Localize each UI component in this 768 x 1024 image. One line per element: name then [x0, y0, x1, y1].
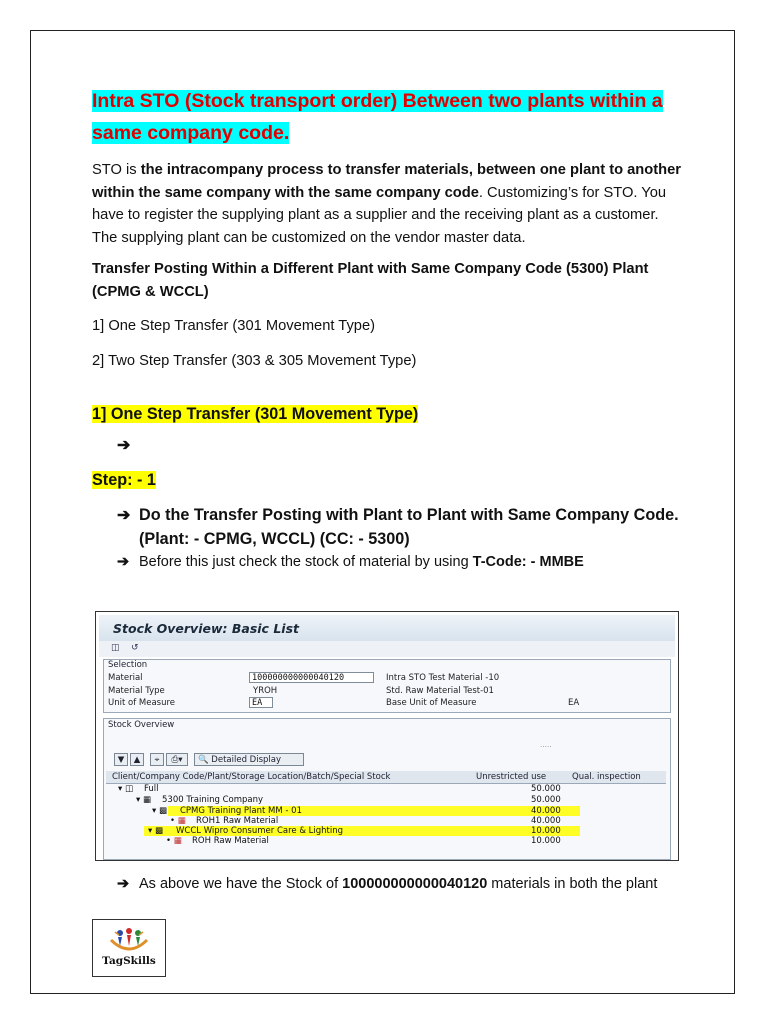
column-header-hierarchy: Client/Company Code/Plant/Storage Location/Batch/Special Stock — [112, 772, 391, 782]
bullet-stock-material: 100000000000040120 — [342, 876, 488, 892]
expand-icon[interactable]: ▼ — [114, 753, 128, 766]
material-type-label: Material Type — [108, 686, 165, 696]
intro-prefix: STO is — [92, 162, 141, 178]
row-unrestricted: 40.000 — [531, 806, 561, 816]
material-label: Material — [108, 673, 143, 683]
row-label: Full — [144, 784, 159, 794]
stock-overview-title: Stock Overview — [108, 720, 175, 730]
step-label-block — [92, 468, 682, 493]
material-type-value: YROH — [253, 686, 278, 696]
bullet-transfer-posting — [92, 503, 682, 551]
bullet-stock-suffix: materials in both the plant — [487, 876, 658, 892]
arrow-bullet-icon: ➔ — [117, 554, 130, 570]
row-unrestricted: 50.000 — [531, 795, 561, 805]
storage-location-icon: • ▦ — [170, 816, 186, 826]
step-label: Step: - 1 — [92, 471, 156, 489]
table-row[interactable] — [106, 836, 666, 846]
table-row[interactable] — [106, 784, 666, 794]
column-header-unrestricted: Unrestricted use — [476, 772, 547, 782]
material-type-description: Std. Raw Material Test-01 — [386, 686, 494, 696]
bullet-stock-prefix: As above we have the Stock of — [139, 876, 343, 892]
stock-overview-group — [103, 718, 671, 860]
intro-suffix: . Customizing’s for STO. You have to register the supplying plant as a supplier and the receiving plant as a customer. The supplying plant can be customized on the vendor master data. — [92, 184, 667, 246]
detailed-display-label: Detailed Display — [211, 755, 281, 765]
title-block — [92, 86, 682, 150]
bullet-transfer-text: Do the Transfer Posting with Plant to Plant with Same Company Code. (Plant: - CPMG, WCCL) (CC: - 5300) — [139, 506, 679, 548]
row-label: 5300 Training Company — [162, 795, 264, 805]
uom-label: Unit of Measure — [108, 698, 176, 708]
row-unrestricted: 50.000 — [531, 784, 561, 794]
step-item-two: 2] Two Step Transfer (303 & 305 Movement Type) — [92, 352, 417, 369]
step-item-one: 1] One Step Transfer (301 Movement Type) — [92, 318, 376, 334]
collapse-icon[interactable]: ▲ — [130, 753, 144, 766]
table-row[interactable] — [106, 826, 666, 836]
document-body — [92, 86, 682, 573]
bullet-check-stock — [92, 551, 682, 573]
arrow-bullet-icon: ➔ — [117, 876, 130, 892]
material-description: Intra STO Test Material -10 — [386, 673, 500, 683]
tagskills-logo — [92, 919, 166, 977]
row-unrestricted: 40.000 — [531, 816, 561, 826]
table-row[interactable] — [106, 816, 666, 826]
new-list-icon[interactable]: ◫ — [111, 643, 120, 653]
print-icon[interactable]: ⎙▾ — [166, 753, 188, 766]
row-unrestricted: 10.000 — [531, 836, 561, 846]
column-header-qual-inspection: Qual. inspection — [572, 772, 641, 782]
base-uom-value: EA — [568, 698, 580, 708]
find-icon[interactable]: ⌖ — [150, 753, 164, 766]
plant-icon: ▾ ▩ — [152, 806, 167, 816]
bullet-stock-both-plants — [92, 873, 729, 895]
arrow-icon: ➔ — [117, 437, 131, 454]
page-title: Intra STO (Stock transport order) Between two plants within a same company code. — [92, 90, 663, 144]
sap-toolbar — [99, 641, 675, 657]
row-label: CPMG Training Plant MM - 01 — [180, 806, 302, 816]
detailed-display-button[interactable]: 🔍 Detailed Display — [194, 753, 304, 766]
sap-screenshot — [95, 611, 679, 861]
bullet-check-prefix: Before this just check the stock of material by using — [139, 554, 473, 570]
storage-location-icon: • ▦ — [166, 836, 182, 846]
full-folder-icon: ▾ ◫ — [118, 784, 133, 794]
table-row[interactable] — [106, 806, 666, 816]
base-uom-label: Base Unit of Measure — [386, 698, 477, 708]
material-field[interactable]: 100000000000040120 — [249, 672, 374, 683]
bullet-check-tcode: T-Code: - MMBE — [472, 554, 584, 570]
plant-icon: ▾ ▩ — [148, 826, 163, 836]
refresh-icon[interactable]: ↺ — [131, 643, 139, 653]
company-icon: ▾ ▦ — [136, 795, 151, 805]
sap-titlebar — [99, 615, 675, 641]
intro-bold: the intracompany process to transfer materials, between one plant to another within the same company with the same company code — [92, 162, 681, 201]
resize-handle[interactable]: ․․․․․ — [540, 741, 552, 749]
logo-figures-icon — [93, 920, 165, 956]
row-label: ROH1 Raw Material — [196, 816, 279, 826]
stock-table-header — [106, 771, 666, 784]
row-label: ROH Raw Material — [192, 836, 269, 846]
uom-field[interactable]: EA — [249, 697, 273, 708]
transfer-heading: Transfer Posting Within a Different Plant with Same Company Code (5300) Plant (CPMG & WCCL) — [92, 261, 649, 300]
row-label: WCCL Wipro Consumer Care & Lighting — [176, 826, 344, 836]
logo-text: TagSkills — [102, 955, 156, 967]
sap-window-title: Stock Overview: Basic List — [113, 621, 299, 636]
row-unrestricted: 10.000 — [531, 826, 561, 836]
section-heading-block — [92, 402, 682, 427]
table-row[interactable] — [106, 795, 666, 805]
section-heading: 1] One Step Transfer (301 Movement Type) — [92, 405, 419, 423]
intro-paragraph — [92, 159, 682, 249]
arrow-bullet-icon: ➔ — [117, 506, 131, 524]
selection-group-title: Selection — [108, 660, 148, 670]
selection-group — [103, 659, 671, 713]
